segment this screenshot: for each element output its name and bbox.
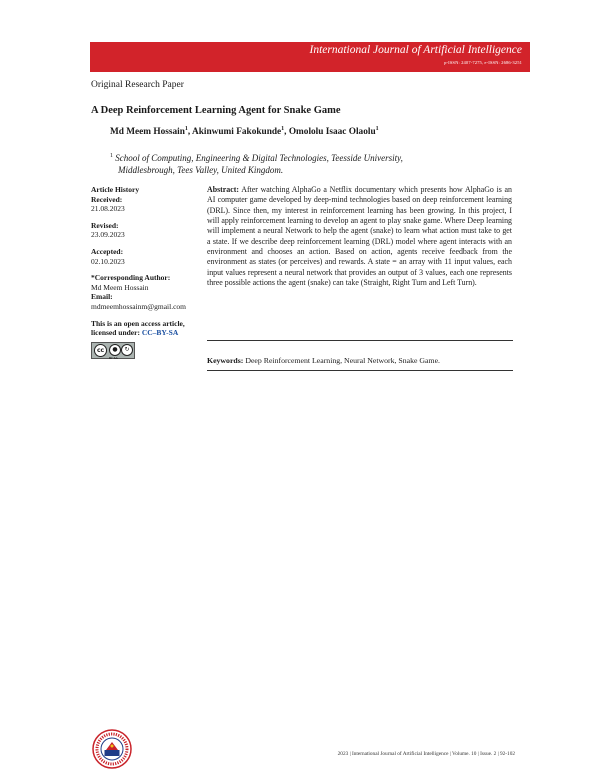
affiliation-line: Middlesbrough, Tees Valley, United Kingdom. bbox=[118, 164, 284, 175]
author-list: Md Meem Hossain$^1$, Akinwumi Fakokunde$^1$, Omololu Isaac Olaolu$^1$ bbox=[110, 126, 379, 138]
journal-seal-icon bbox=[92, 729, 132, 769]
accepted-date: 02.10.2023 bbox=[91, 256, 125, 266]
author-affil-mark: 1 bbox=[375, 126, 379, 132]
affiliation bbox=[110, 151, 490, 176]
license-line bbox=[91, 328, 203, 338]
received-label: Received: bbox=[91, 194, 123, 204]
received-date: 21.08.2023 bbox=[91, 204, 125, 214]
paper-type: Original Research Paper bbox=[91, 80, 184, 90]
revised-label: Revised: bbox=[91, 220, 119, 230]
abstract-text: After watching AlphaGo a Netflix documentary which presents how AlphaGo is an AI computer game developed by deep-mind technologies based on deep reinforcement learning (DRL). Since then, my interest in reinforcement learning has been growing. In this project, I will apply reinforcement learning to develop an agent to play snake game. Where Deep learning will implement a neural Network to help the agent (snake) to learn what action must take to get a state. If we describe deep reinforcement learning (DRL) model where agent interacts with an environment and chooses an action. Based on action, agents receive feedback from the environment as states (or perceives) and rewards. A state = an array with 11 input values, each input values represent a neural network that provides an output of 3 values, each one represents three possible actions the agent (snake) can take (Straight, Right Turn and Left Turn). bbox=[207, 185, 512, 288]
abstract bbox=[207, 185, 512, 288]
article-sidebar bbox=[91, 185, 203, 359]
affiliation-line: School of Computing, Engineering & Digital Technologies, Teesside University, bbox=[115, 153, 403, 163]
abstract-label: Abstract: bbox=[207, 185, 239, 194]
page-footer: 2023 | International Journal of Artificial Intelligence | Volume. 10 | Issue. 2 | 92-102 bbox=[337, 751, 515, 757]
author-name: Akinwumi Fakokunde bbox=[192, 127, 282, 138]
author-name: Omololu Isaac Olaolu bbox=[288, 127, 376, 138]
email-label: Email: bbox=[91, 292, 113, 302]
revised-date: 23.09.2023 bbox=[91, 230, 125, 240]
journal-banner bbox=[90, 42, 530, 72]
journal-issn: p-ISSN: 2407-7275, e-ISSN: 2686-3251 bbox=[444, 60, 522, 65]
paper-title: A Deep Reinforcement Learning Agent for Snake Game bbox=[91, 105, 341, 116]
by-sa-mark: BY SA bbox=[109, 355, 118, 360]
keywords bbox=[207, 356, 513, 365]
history-heading: Article History bbox=[91, 185, 140, 194]
keywords-label: Keywords: bbox=[207, 356, 244, 365]
divider bbox=[207, 370, 513, 371]
attribution-icon: ● bbox=[109, 344, 121, 356]
accepted-label: Accepted: bbox=[91, 246, 124, 256]
email-address[interactable]: mdmeemhossainm@gmail.com bbox=[91, 301, 187, 311]
author-affil-mark: 1 bbox=[281, 126, 285, 132]
affiliation-mark: 1 bbox=[110, 153, 113, 159]
cc-by-sa-icon[interactable] bbox=[91, 342, 135, 359]
corresponding-name: Md Meem Hossain bbox=[91, 282, 149, 292]
divider bbox=[207, 340, 513, 341]
author-affil-mark: 1 bbox=[184, 126, 188, 132]
journal-name: International Journal of Artificial Intelligence bbox=[309, 44, 522, 56]
license-prefix: licensed under: bbox=[91, 328, 142, 338]
corresponding-label: *Corresponding Author: bbox=[91, 273, 171, 283]
author-name: Md Meem Hossain bbox=[110, 127, 185, 138]
license-link[interactable]: CC–BY-SA bbox=[141, 328, 179, 338]
share-alike-icon: ↻ bbox=[121, 344, 133, 356]
keywords-text: Deep Reinforcement Learning, Neural Network, Snake Game. bbox=[245, 356, 440, 365]
open-access-note: This is an open access article, bbox=[91, 318, 185, 328]
cc-icon: cc bbox=[94, 344, 107, 357]
